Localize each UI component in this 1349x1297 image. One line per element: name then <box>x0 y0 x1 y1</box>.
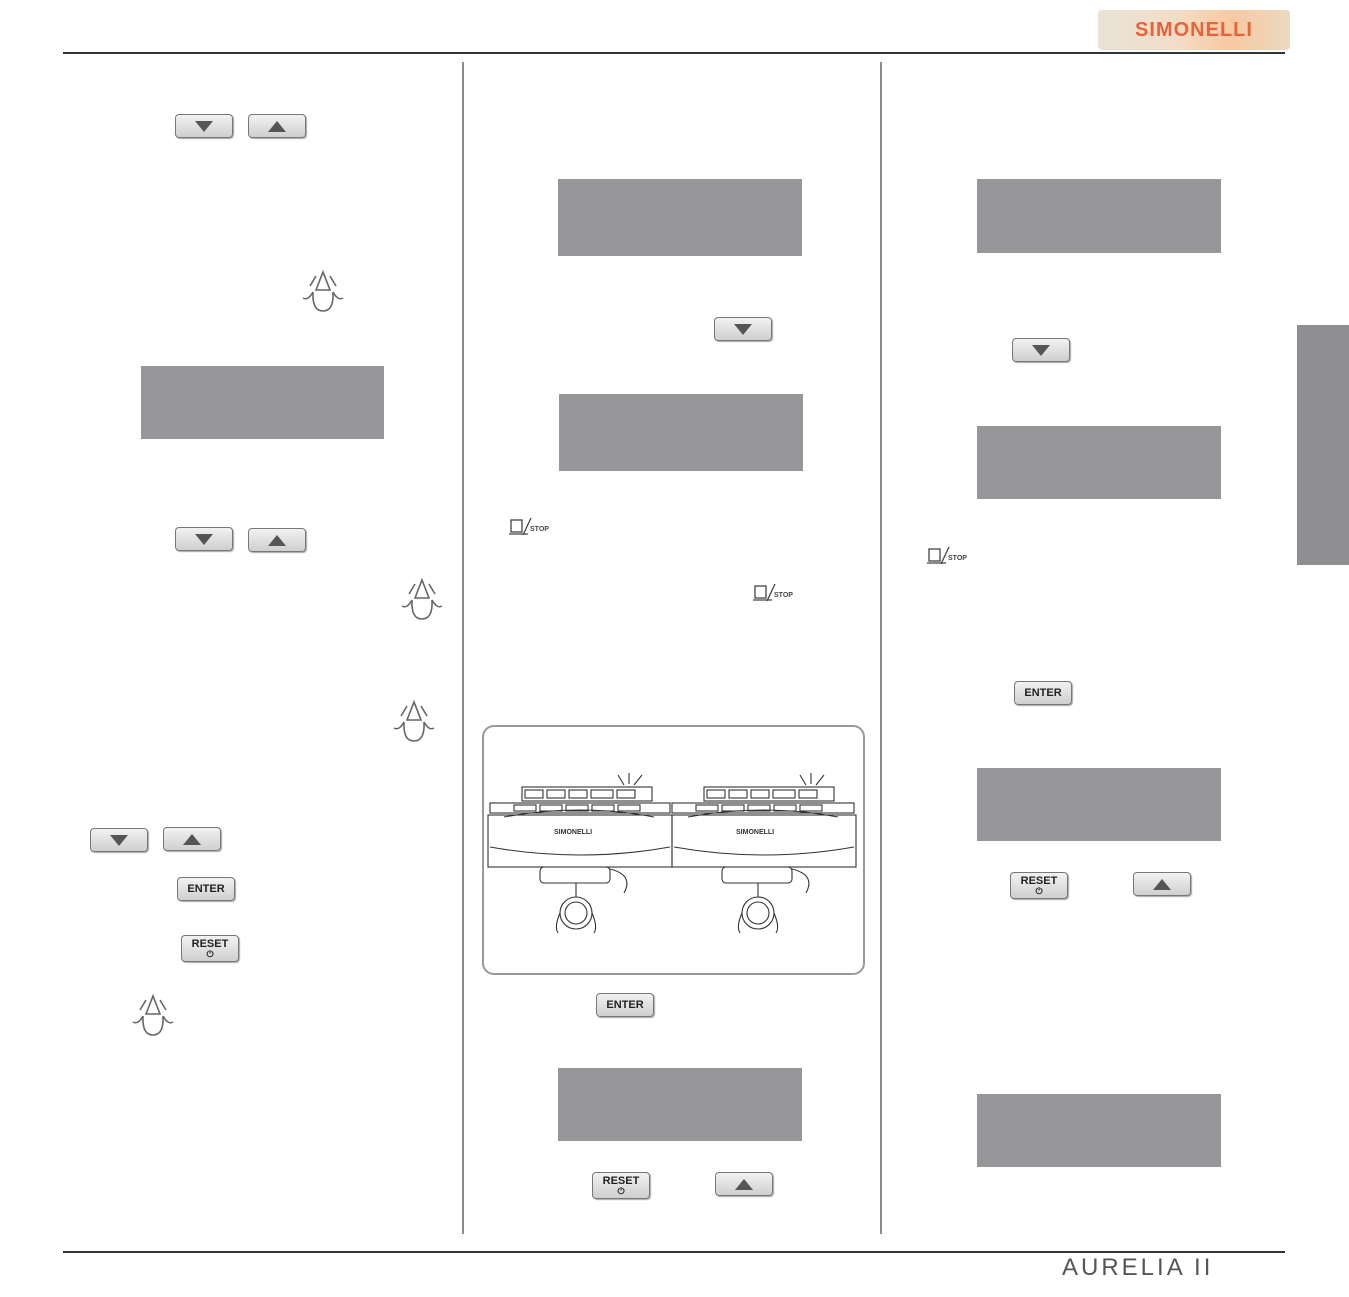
column-divider-2 <box>880 62 882 1234</box>
brand-logo <box>1098 10 1290 50</box>
svg-text:STOP: STOP <box>948 555 967 562</box>
cup-stop-icon <box>752 582 794 604</box>
lcd-display <box>141 366 384 439</box>
reset-label: RESET <box>1020 874 1058 887</box>
up-arrow-icon <box>1153 879 1171 890</box>
steam-lever-icon <box>389 698 439 744</box>
up-button[interactable] <box>163 827 221 851</box>
lcd-display <box>977 179 1221 253</box>
enter-button[interactable]: ENTER <box>1014 681 1072 705</box>
svg-text:SIMONELLI: SIMONELLI <box>736 829 775 836</box>
reset-label-group <box>1021 876 1058 896</box>
reset-button[interactable] <box>1010 872 1068 899</box>
side-tab <box>1297 325 1349 565</box>
reset-button[interactable] <box>181 935 239 962</box>
steam-lever-icon <box>128 992 178 1038</box>
lcd-display <box>977 768 1221 841</box>
down-arrow-icon <box>195 534 213 545</box>
down-button[interactable] <box>90 828 148 852</box>
up-button[interactable] <box>1133 872 1191 896</box>
steam-lever-icon <box>298 268 348 314</box>
footer-rule <box>63 1251 1285 1253</box>
cup-stop-icon <box>926 545 968 567</box>
espresso-machine-illustration <box>484 727 863 973</box>
header-rule <box>63 52 1285 54</box>
cup-stop-icon <box>508 516 550 538</box>
svg-text:STOP: STOP <box>530 526 549 533</box>
down-button[interactable] <box>714 317 772 341</box>
machine-illustration-panel <box>482 725 865 975</box>
lcd-display <box>559 394 803 471</box>
lcd-display <box>977 1094 1221 1167</box>
steam-lever-icon <box>397 576 447 622</box>
down-arrow-icon <box>1032 345 1050 356</box>
power-icon: ⏻ <box>206 948 214 959</box>
down-arrow-icon <box>195 121 213 132</box>
footer-brand: AURELIA II <box>1062 1254 1214 1281</box>
up-button[interactable] <box>248 528 306 552</box>
reset-label: RESET <box>602 1174 640 1187</box>
up-button[interactable] <box>715 1172 773 1196</box>
lcd-display <box>977 426 1221 499</box>
up-arrow-icon <box>735 1179 753 1190</box>
down-arrow-icon <box>110 835 128 846</box>
lcd-display <box>558 1068 802 1141</box>
reset-label-group <box>603 1176 640 1196</box>
down-arrow-icon <box>734 324 752 335</box>
up-button[interactable] <box>248 114 306 138</box>
lcd-display <box>558 179 802 256</box>
power-icon: ⏻ <box>617 1185 625 1196</box>
reset-label: RESET <box>191 937 229 950</box>
up-arrow-icon <box>268 535 286 546</box>
up-arrow-icon <box>183 834 201 845</box>
reset-label-group <box>192 939 229 959</box>
reset-button[interactable] <box>592 1172 650 1199</box>
down-button[interactable] <box>175 114 233 138</box>
enter-button[interactable]: ENTER <box>177 877 235 901</box>
enter-button[interactable]: ENTER <box>596 993 654 1017</box>
brand-logo-text: SIMONELLI <box>1135 18 1253 41</box>
svg-text:SIMONELLI: SIMONELLI <box>554 829 593 836</box>
down-button[interactable] <box>175 527 233 551</box>
power-icon: ⏻ <box>1035 885 1043 896</box>
column-divider-1 <box>462 62 464 1234</box>
up-arrow-icon <box>268 121 286 132</box>
svg-text:STOP: STOP <box>774 592 793 599</box>
down-button[interactable] <box>1012 338 1070 362</box>
